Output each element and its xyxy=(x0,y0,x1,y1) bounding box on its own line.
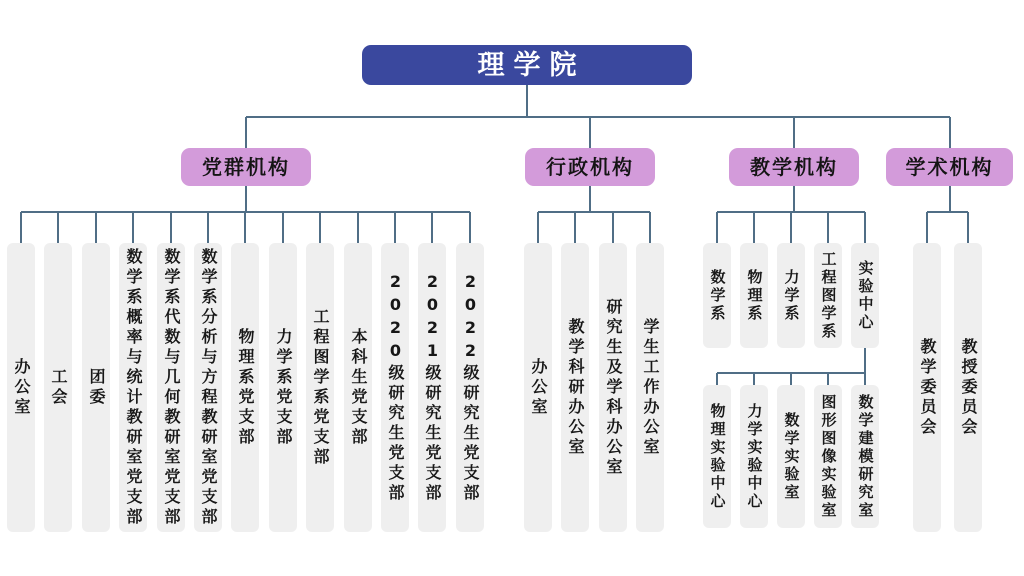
branch-label: 学术机构 xyxy=(905,155,994,179)
branch-label: 教学机构 xyxy=(750,155,838,179)
org-node xyxy=(740,385,768,528)
org-node xyxy=(381,243,409,532)
org-node-label: 2021级研究生党支部 xyxy=(423,271,442,504)
org-node xyxy=(44,243,72,532)
org-node xyxy=(777,385,805,528)
org-node-label: 团委 xyxy=(87,367,106,408)
org-node xyxy=(913,243,941,532)
org-node-label: 数学实验室 xyxy=(782,411,801,502)
org-node-label: 办公室 xyxy=(12,357,31,418)
org-node xyxy=(703,385,731,528)
org-node-label: 物理实验中心 xyxy=(708,402,727,511)
org-node-label: 教学科研办公室 xyxy=(566,317,585,458)
branch-party-group xyxy=(181,148,311,186)
org-node-label: 实验中心 xyxy=(856,259,875,332)
org-node xyxy=(7,243,35,532)
branch-teaching xyxy=(729,148,859,186)
branch-administrative xyxy=(525,148,655,186)
org-node xyxy=(777,243,805,348)
org-node-label: 办公室 xyxy=(529,357,548,418)
org-node-label: 研究生及学科办公室 xyxy=(604,297,623,478)
org-node-label: 2020级研究生党支部 xyxy=(386,271,405,504)
org-node xyxy=(418,243,446,532)
org-node xyxy=(703,243,731,348)
org-node-label: 学生工作办公室 xyxy=(641,317,660,458)
org-node xyxy=(851,385,879,528)
org-node xyxy=(456,243,484,532)
org-node xyxy=(82,243,110,532)
org-node-label: 数学系代数与几何教研室党支部 xyxy=(162,247,181,528)
org-node-label: 力学系 xyxy=(782,268,801,323)
org-node-label: 本科生党支部 xyxy=(349,327,368,448)
org-node xyxy=(306,243,334,532)
org-node xyxy=(561,243,589,532)
org-node-label: 工会 xyxy=(49,367,68,408)
org-node xyxy=(231,243,259,532)
root-node xyxy=(362,45,692,85)
org-node-label: 力学系党支部 xyxy=(274,327,293,448)
org-node xyxy=(524,243,552,532)
org-node xyxy=(157,243,185,532)
org-node xyxy=(344,243,372,532)
org-node-label: 工程图学系 xyxy=(819,250,838,341)
org-node-label: 物理系党支部 xyxy=(236,327,255,448)
org-node xyxy=(194,243,222,532)
org-node-label: 图形图像实验室 xyxy=(819,393,838,520)
org-node xyxy=(954,243,982,532)
org-node xyxy=(740,243,768,348)
org-node-label: 力学实验中心 xyxy=(745,402,764,511)
org-node xyxy=(636,243,664,532)
org-node-label: 工程图学系党支部 xyxy=(311,307,330,468)
org-node-label: 教授委员会 xyxy=(959,337,978,438)
org-node xyxy=(851,243,879,348)
org-node-label: 数学系 xyxy=(708,268,727,323)
org-node xyxy=(814,385,842,528)
org-node-label: 数学系概率与统计教研室党支部 xyxy=(124,247,143,528)
org-node-label: 物理系 xyxy=(745,268,764,323)
branch-label: 党群机构 xyxy=(202,155,290,179)
branch-academic xyxy=(886,148,1013,186)
org-node xyxy=(814,243,842,348)
org-node-label: 数学系分析与方程教研室党支部 xyxy=(199,247,218,528)
org-node-label: 教学委员会 xyxy=(918,337,937,438)
root-node-label: 理学院 xyxy=(477,49,586,81)
org-node xyxy=(119,243,147,532)
branch-label: 行政机构 xyxy=(546,155,634,179)
org-node-label: 2022级研究生党支部 xyxy=(461,271,480,504)
org-node-label: 数学建模研究室 xyxy=(856,393,875,520)
org-node xyxy=(269,243,297,532)
org-node xyxy=(599,243,627,532)
